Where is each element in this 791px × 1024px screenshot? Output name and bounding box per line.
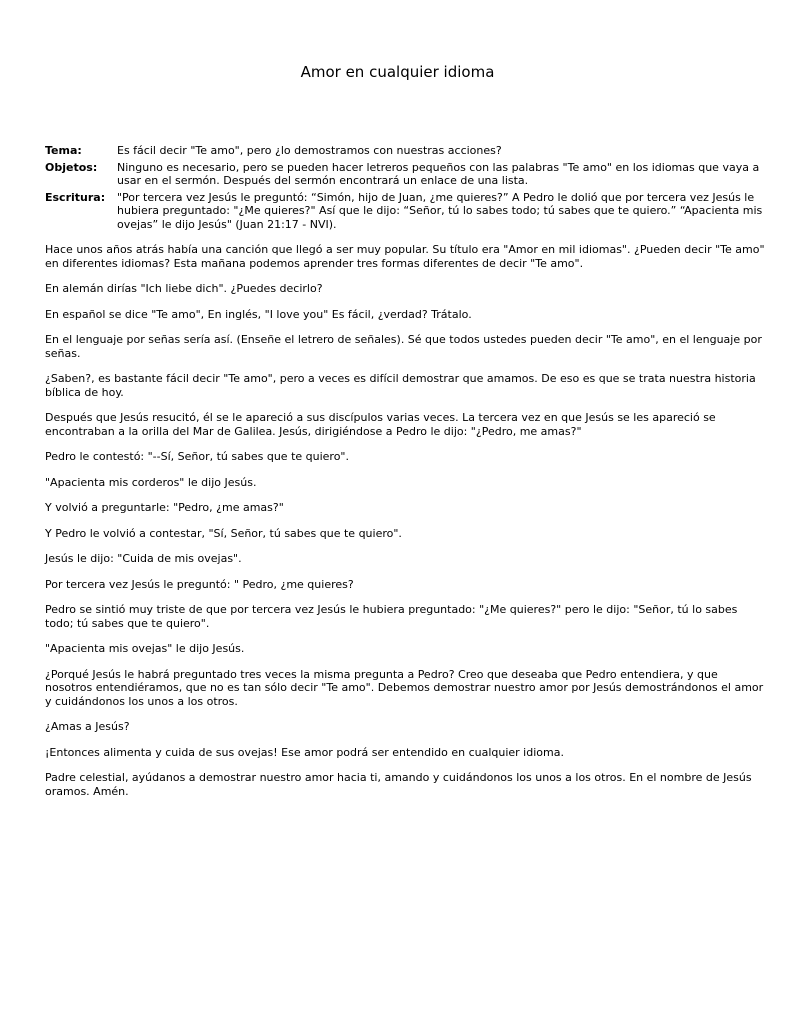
- paragraph: Por tercera vez Jesús le preguntó: " Pedro, ¿me quieres?: [45, 577, 354, 591]
- meta-value: Es fácil decir "Te amo", pero ¿lo demostramos con nuestras acciones?: [117, 144, 502, 157]
- meta-label: Tema:: [45, 144, 82, 157]
- paragraph: Jesús le dijo: "Cuida de mis ovejas".: [45, 552, 242, 565]
- paragraph: En el lenguaje por señas sería así. (Enseñe el letrero de señales). Sé que todos ustedes pueden decir "Te amo", en el lenguaje por señas.: [45, 333, 762, 360]
- paragraph: En español se dice "Te amo", En inglés, "I love you" Es fácil, ¿verdad? Trátalo.: [45, 307, 472, 321]
- paragraph: Y Pedro le volvió a contestar, "Sí, Señor, tú sabes que te quiero".: [45, 526, 402, 540]
- paragraph: Pedro le contestó: "--Sí, Señor, tú sabes que te quiero".: [45, 450, 349, 463]
- meta-label: Objetos:: [45, 160, 98, 174]
- paragraph: ¿Porqué Jesús le habrá preguntado tres veces la misma pregunta a Pedro? Creo que deseaba que Pedro entendiera, y que nosotros entendiéramos, que no es tan sólo decir "Te amo". Debemos demostrar nuestro amor por Jesús demostrándonos el amor y cuidándonos los unos a los otros.: [45, 667, 764, 708]
- paragraph: ¿Amas a Jesús?: [45, 720, 130, 733]
- paragraph: En alemán dirías "Ich liebe dich". ¿Puedes decirlo?: [45, 282, 323, 295]
- document-title: Amor en cualquier idioma: [300, 63, 495, 81]
- paragraph: ¿Saben?, es bastante fácil decir "Te amo", pero a veces es difícil demostrar que amamos. De eso es que se trata nuestra historia bíblica de hoy.: [45, 372, 756, 399]
- sermon-body: [45, 243, 765, 810]
- paragraph: Padre celestial, ayúdanos a demostrar nuestro amor hacia ti, amando y cuidándonos los unos a los otros. En el nombre de Jesús oramos. Amén.: [45, 771, 752, 798]
- meta-row-objetos: [45, 161, 765, 188]
- meta-value: "Por tercera vez Jesús le preguntó: “Simón, hijo de Juan, ¿me quieres?” A Pedro le dolió que por tercera vez Jesús le hubiera preguntado: "¿Me quieres?" Así que le dijo: “Señor, tú lo sabes todo; tú sabes que te quiero.” “Apacienta mis ovejas” le dijo Jesús" (Juan 21:17 - NVI).: [117, 190, 763, 231]
- meta-row-tema: [45, 144, 765, 158]
- paragraph: Pedro se sintió muy triste de que por tercera vez Jesús le hubiera preguntado: "¿Me quieres?" pero le dijo: "Señor, tú lo sabes todo; tú sabes que te quiero".: [45, 603, 738, 630]
- paragraph: Y volvió a preguntarle: "Pedro, ¿me amas?": [45, 501, 284, 514]
- meta-label: Escritura:: [45, 190, 106, 204]
- paragraph: "Apacienta mis corderos" le dijo Jesús.: [45, 475, 257, 489]
- paragraph: "Apacienta mis ovejas" le dijo Jesús.: [45, 642, 245, 655]
- paragraph: Después que Jesús resucitó, él se le apareció a sus discípulos varias veces. La tercera vez en que Jesús se les apareció se encontraban a la orilla del Mar de Galilea. Jesús, dirigiéndose a Pedro le dijo: "¿Pedro, me amas?": [45, 411, 716, 438]
- paragraph: ¡Entonces alimenta y cuida de sus ovejas! Ese amor podrá ser entendido en cualquier idioma.: [45, 745, 564, 759]
- sermon-meta: [45, 144, 765, 234]
- meta-value: Ninguno es necesario, pero se pueden hacer letreros pequeños con las palabras "Te amo" en los idiomas que vaya a usar en el sermón. Después del sermón encontrará un enlace de una lista.: [117, 160, 760, 187]
- paragraph: Hace unos años atrás había una canción que llegó a ser muy popular. Su título era "Amor en mil idiomas". ¿Pueden decir "Te amo" en diferentes idiomas? Esta mañana podemos aprender tres formas diferentes de decir "Te amo".: [45, 243, 765, 270]
- meta-row-escritura: [45, 191, 765, 232]
